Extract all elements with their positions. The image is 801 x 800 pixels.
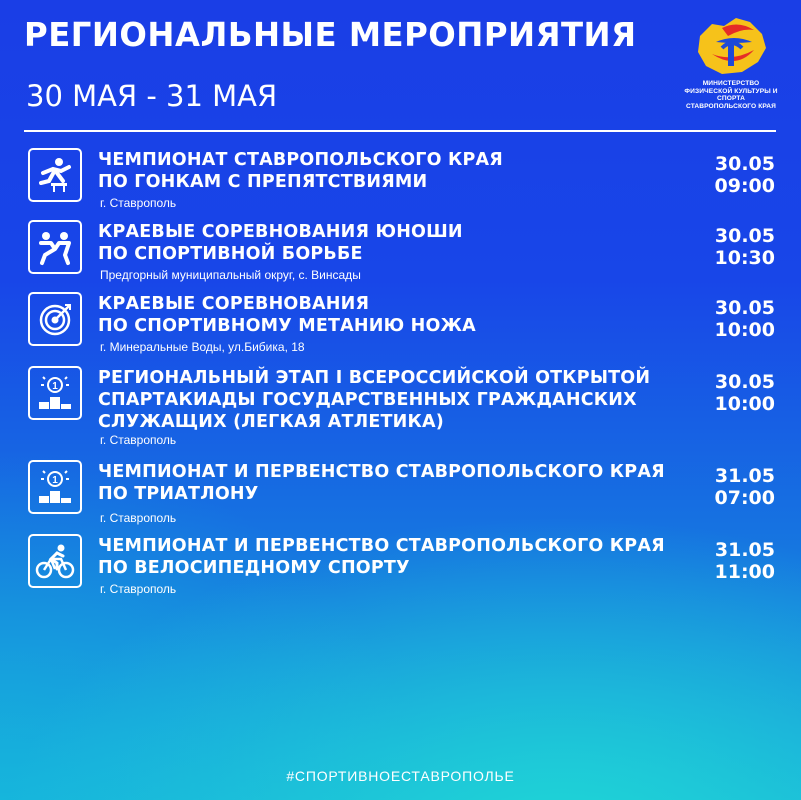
event-title-line: ЧЕМПИОНАТ И ПЕРВЕНСТВО СТАВРОПОЛЬСКОГО КРАЯ — [98, 462, 665, 482]
event-time: 10:30 — [714, 247, 775, 269]
target-icon — [28, 292, 82, 346]
event-date: 30.05 — [714, 371, 775, 393]
event-time: 10:00 — [714, 393, 775, 415]
svg-text:1: 1 — [52, 381, 58, 392]
event-place: г. Ставрополь — [100, 433, 177, 447]
divider — [24, 130, 776, 132]
event-date: 30.05 — [714, 153, 775, 175]
svg-text:1: 1 — [52, 475, 58, 486]
event-title-line: ЧЕМПИОНАТ СТАВРОПОЛЬСКОГО КРАЯ — [98, 150, 503, 170]
event-title-line: ПО СПОРТИВНОМУ МЕТАНИЮ НОЖА — [98, 316, 476, 336]
page-title: РЕГИОНАЛЬНЫЕ МЕРОПРИЯТИЯ — [24, 15, 637, 54]
event-title — [98, 367, 698, 433]
event-place: г. Ставрополь — [100, 511, 177, 525]
event-date: 30.05 — [714, 297, 775, 319]
event-place: г. Ставрополь — [100, 582, 177, 596]
logo-caption — [676, 80, 786, 110]
logo-caption-line: ФИЗИЧЕСКОЙ КУЛЬТУРЫ И СПОРТА — [684, 87, 778, 103]
event-title-line: СЛУЖАЩИХ (ЛЕГКАЯ АТЛЕТИКА) — [98, 412, 444, 432]
event-title-line: ПО ГОНКАМ С ПРЕПЯТСТВИЯМИ — [98, 172, 428, 192]
event-title-line: ПО ВЕЛОСИПЕДНОМУ СПОРТУ — [98, 558, 410, 578]
event-place: г. Минеральные Воды, ул.Бибика, 18 — [100, 340, 305, 354]
event-title-line: РЕГИОНАЛЬНЫЙ ЭТАП I ВСЕРОССИЙСКОЙ ОТКРЫТОЙ — [98, 368, 651, 388]
event-title-line: СПАРТАКИАДЫ ГОСУДАРСТВЕННЫХ ГРАЖДАНСКИХ — [98, 390, 637, 410]
event-title-line: КРАЕВЫЕ СОРЕВНОВАНИЯ — [98, 294, 370, 314]
event-title — [98, 221, 698, 265]
event-title — [98, 149, 698, 193]
event-date: 30.05 — [714, 225, 775, 247]
podium-icon — [28, 460, 82, 514]
hashtag: #СПОРТИВНОЕСТАВРОПОЛЬЕ — [286, 768, 515, 784]
date-range: 30 МАЯ - 31 МАЯ — [26, 79, 278, 113]
event-place: Предгорный муниципальный округ, с. Винсады — [100, 268, 361, 282]
cycling-icon — [28, 534, 82, 588]
ministry-logo — [676, 14, 786, 124]
event-time: 09:00 — [714, 175, 775, 197]
wrestling-icon — [28, 220, 82, 274]
logo-caption-line: СТАВРОПОЛЬСКОГО КРАЯ — [686, 102, 776, 110]
event-title-line: ПО ТРИАТЛОНУ — [98, 484, 259, 504]
event-title-line: ЧЕМПИОНАТ И ПЕРВЕНСТВО СТАВРОПОЛЬСКОГО КРАЯ — [98, 536, 665, 556]
podium-icon — [28, 366, 82, 420]
event-title — [98, 461, 698, 505]
event-date: 31.05 — [714, 539, 775, 561]
event-date: 31.05 — [714, 465, 775, 487]
event-title-line: ПО СПОРТИВНОЙ БОРЬБЕ — [98, 244, 363, 264]
event-time: 10:00 — [714, 319, 775, 341]
event-time: 07:00 — [714, 487, 775, 509]
event-title — [98, 535, 698, 579]
event-title — [98, 293, 698, 337]
obstacle-race-icon — [28, 148, 82, 202]
event-time: 11:00 — [714, 561, 775, 583]
logo-caption-line: МИНИСТЕРСТВО — [702, 80, 760, 87]
ministry-emblem-icon — [692, 14, 770, 78]
event-title-line: КРАЕВЫЕ СОРЕВНОВАНИЯ ЮНОШИ — [98, 222, 463, 242]
event-place: г. Ставрополь — [100, 196, 177, 210]
